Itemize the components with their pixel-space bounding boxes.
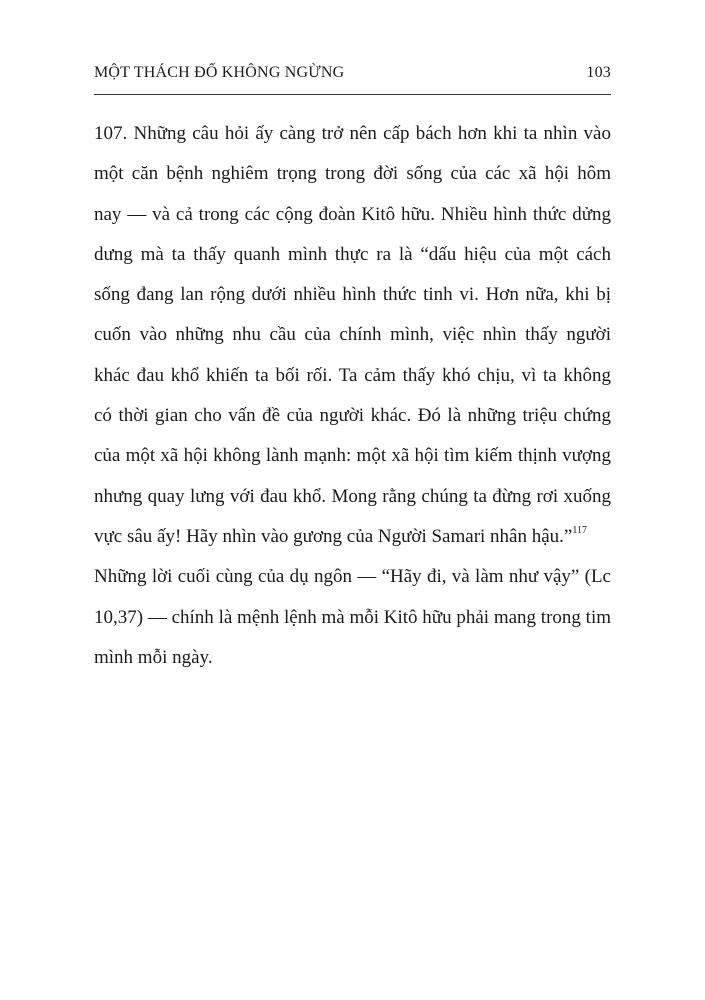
- header-rule: [94, 94, 611, 95]
- text-line: 107. Những câu hỏi ấy càng trở nên cấp bách hơn khi ta nhìn vào: [94, 123, 611, 144]
- running-header: [94, 64, 611, 86]
- page-number: 103: [586, 64, 611, 81]
- running-title: MỘT THÁCH ĐỐ KHÔNG NGỪNG: [94, 64, 345, 81]
- text-line: 10,37) — chính là mệnh lệnh mà mỗi Kitô hữu phải mang trong tim: [94, 606, 611, 628]
- text-line: vực sâu ấy! Hãy nhìn vào gương của Người Samari nhân hậu.”: [94, 525, 573, 547]
- paragraph-107: [94, 121, 611, 685]
- text-line: khác đau khổ khiến ta bối rối. Ta cảm thấy khó chịu, vì ta không: [94, 364, 611, 386]
- text-line: Những lời cuối cùng của dụ ngôn — “Hãy đi, và làm như vậy” (Lc: [94, 566, 611, 588]
- text-line: cuốn vào những nhu cầu của chính mình, việc nhìn thấy người: [94, 324, 611, 346]
- text-line: dưng mà ta thấy quanh mình thực ra là “dấu hiệu của một cách: [94, 243, 611, 265]
- text-line: nhưng quay lưng với đau khổ. Mong rằng chúng ta đừng rơi xuống: [94, 485, 611, 507]
- text-line-with-footnote: [94, 524, 611, 564]
- footnote-reference: 117: [572, 524, 587, 536]
- text-line: của một xã hội không lành mạnh: một xã hội tìm kiếm thịnh vượng: [94, 445, 611, 467]
- text-line: có thời gian cho vấn đề của người khác. Đó là những triệu chứng: [94, 405, 611, 427]
- text-line: mình mỗi ngày.: [94, 646, 213, 668]
- text-line: sống đang lan rộng dưới nhiều hình thức tinh vi. Hơn nữa, khi bị: [94, 284, 611, 306]
- text-line: một căn bệnh nghiêm trọng trong đời sống của các xã hội hôm: [94, 163, 611, 185]
- text-line: nay — và cả trong các cộng đoàn Kitô hữu. Nhiều hình thức dửng: [94, 203, 611, 225]
